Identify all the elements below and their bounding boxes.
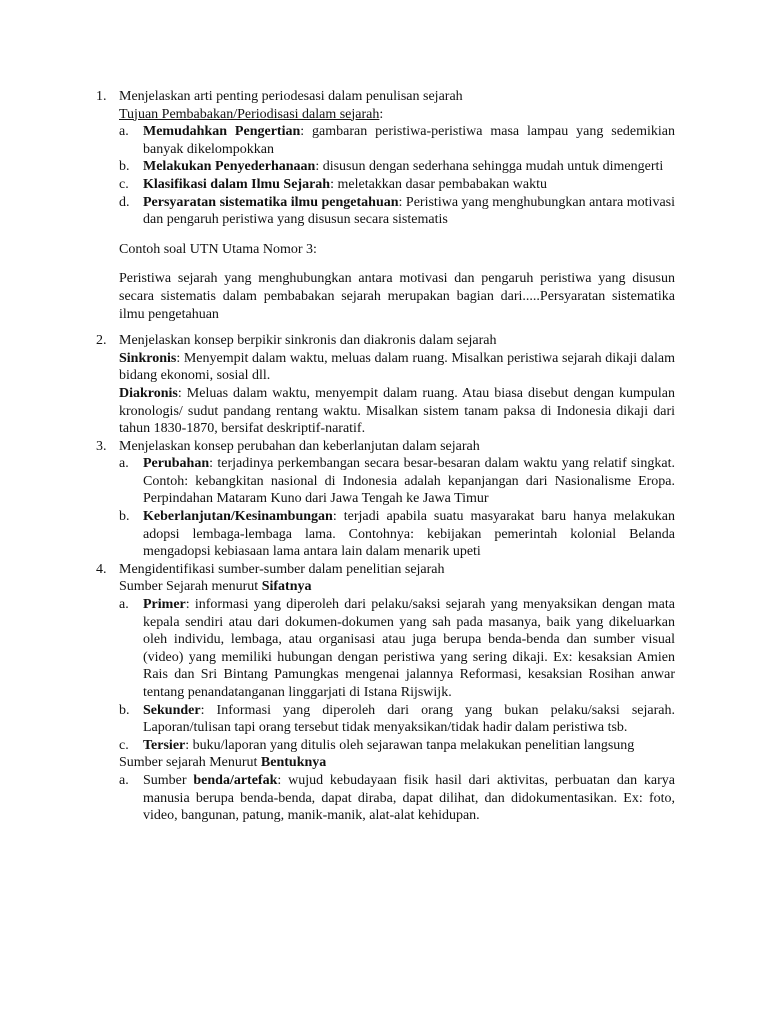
description: : terjadi apabila suatu masyarakat baru hanya melakukan adopsi lembaga-lembaga lama. Contohnya: kebijakan pemerintah kolonial Belanda mengadopsi kebiasaan lama antara lain dalam menarik upeti [143,509,675,560]
description: : Peristiwa yang menghubungkan antara motivasi dan pengaruh peristiwa yang disusun secara sistematis [143,194,675,228]
example-label: Contoh soal UTN Utama Nomor 3: [119,241,317,257]
section-title: Menjelaskan konsep perubahan dan keberlanjutan dalam sejarah [119,438,480,454]
description: : wujud kebudayaan fisik hasil dari aktivitas, perbuatan dan karya manusia berupa benda-benda, dapat diraba, dapat dilihat, dan didokumentasikan. Ex: foto, video, bangunan, patung, manik-manik, alat-alat kehidupan. [143,772,675,824]
section-4 [96,561,675,825]
description: : gambaran peristiwa-peristiwa masa lampau yang sedemikian banyak dikelompokkan [143,124,675,157]
list-letter: b. [119,509,130,525]
group-term: Bentuknya [260,755,327,771]
group-label: Sumber Sejarah menurut Sifatnya [119,579,312,595]
section-number: 4. [96,561,107,577]
section-title: Mengidentifikasi sumber-sumber dalam penelitian sejarah [119,561,445,577]
list-item [119,123,675,158]
term: Melakukan Penyederhanaan [143,159,316,175]
definition [119,385,675,438]
section-title: Menjelaskan konsep berpikir sinkronis dan diakronis dalam sejarah [119,333,497,349]
list-letter: a. [119,772,129,788]
term: Memudahkan Pengertian [143,124,301,140]
term: Sinkronis [119,350,177,366]
group-label: Sumber sejarah Menurut Bentuknya [119,755,327,771]
section-title: Menjelaskan arti penting periodesasi dalam penulisan sejarah [119,89,463,104]
term: Sekunder [143,702,201,718]
list-letter: d. [119,194,130,210]
description: : meletakkan dasar pembabakan waktu [330,176,548,192]
section-1 [96,88,675,323]
list-item [119,702,675,737]
subheading: Tujuan Pembabakan/Periodisasi dalam sejarah: [119,106,384,122]
section-number: 1. [96,89,107,104]
term: Keberlanjutan/Kesinambungan [143,509,333,525]
section-3 [96,438,675,561]
description: : terjadinya perkembangan secara besar-besaran dalam waktu yang relatif singkat. Contoh: kebangkitan nasional di Indonesia adalah kepanjangan dari Nasionalisme Eropa. Perpindahan Mataram Kuno dari Jawa Tengah ke Jawa Timur [143,456,675,507]
list-letter: c. [119,737,129,753]
term: benda/artefak [193,772,278,788]
term: Tersier [143,737,186,753]
term: Persyaratan sistematika ilmu pengetahuan [143,194,399,210]
document-content [96,88,675,825]
description: : Informasi yang diperoleh dari orang yang bukan pelaku/saksi sejarah. Laporan/tulisan tapi orang tersebut tidak menyaksikan/tidak hadir dalam peristiwa tsb. [143,702,675,736]
list-item [119,176,675,194]
group-term: Sifatnya [261,579,312,595]
list-item: a. Sumber benda/artefak: wujud kebudayaan fisik hasil dari aktivitas, perbuatan dan karya manusia berupa benda-benda, dapat diraba, dapat dilihat, dan didokumentasikan. Ex: foto, video, bangunan, patung, manik-manik, alat-alat kehidupan. [119,772,675,824]
section-2 [96,332,675,438]
list-item [119,158,675,176]
list-letter: a. [119,124,129,140]
definition [119,350,675,385]
description: : disusun dengan sederhana sehingga mudah untuk dimengerti [315,159,664,175]
list-item [119,194,675,229]
list-letter: b. [119,702,130,718]
term: Primer [143,597,186,613]
description: : Meluas dalam waktu, menyempit dalam ruang. Atau biasa disebut dengan kumpulan kronologis/ sudut pandang rentang waktu. Misalkan sistem tanam paksa di Indonesia dikaji dari tahun 1830-1870, bersifat deskriptif-naratif. [119,385,675,437]
section-number: 2. [96,333,107,349]
list-item [119,596,675,702]
list-letter: a. [119,597,129,613]
list-item [119,508,675,561]
term: Diakronis [119,385,178,401]
example-text: Peristiwa sejarah yang menghubungkan antara motivasi dan pengaruh peristiwa yang disusun secara sistematis dalam pembabakan sejarah merupakan bagian dari.....Persyaratan sistematika ilmu pengetahuan [119,271,675,322]
term: Klasifikasi dalam Ilmu Sejarah [143,176,331,192]
list-item [119,737,675,755]
description: : informasi yang diperoleh dari pelaku/saksi sejarah yang menyaksikan dengan mata kepala sendiri atau dari dokumen-dokumen yang sah pada masanya, baik yang dikeluarkan oleh individu, lembaga, atau organisasi atau juga berupa benda-benda dan sumber visual (video) yang memiliki hubungan dengan peristiwa yang sering dikaji. Ex: kesaksian Amien Rais dan Sri Bintang Pamungkas mengenai jalannya Reformasi, kesaksian Rosihan anwar tentang penandatanganan linggarjati di Istana Rijswijk. [143,597,675,700]
description: : Menyempit dalam waktu, meluas dalam ruang. Misalkan peristiwa sejarah dikaji dalam bidang ekonomi, sosial dll. [119,350,675,384]
term: Perubahan [143,456,210,472]
list-letter: b. [119,159,130,175]
section-number: 3. [96,438,107,454]
subheading-text: Tujuan Pembabakan/Periodisasi dalam sejarah [119,106,380,122]
list-letter: a. [119,456,129,472]
list-letter: c. [119,176,129,192]
description: : buku/laporan yang ditulis oleh sejarawan tanpa melakukan penelitian langsung [185,737,635,753]
list-item [119,455,675,508]
